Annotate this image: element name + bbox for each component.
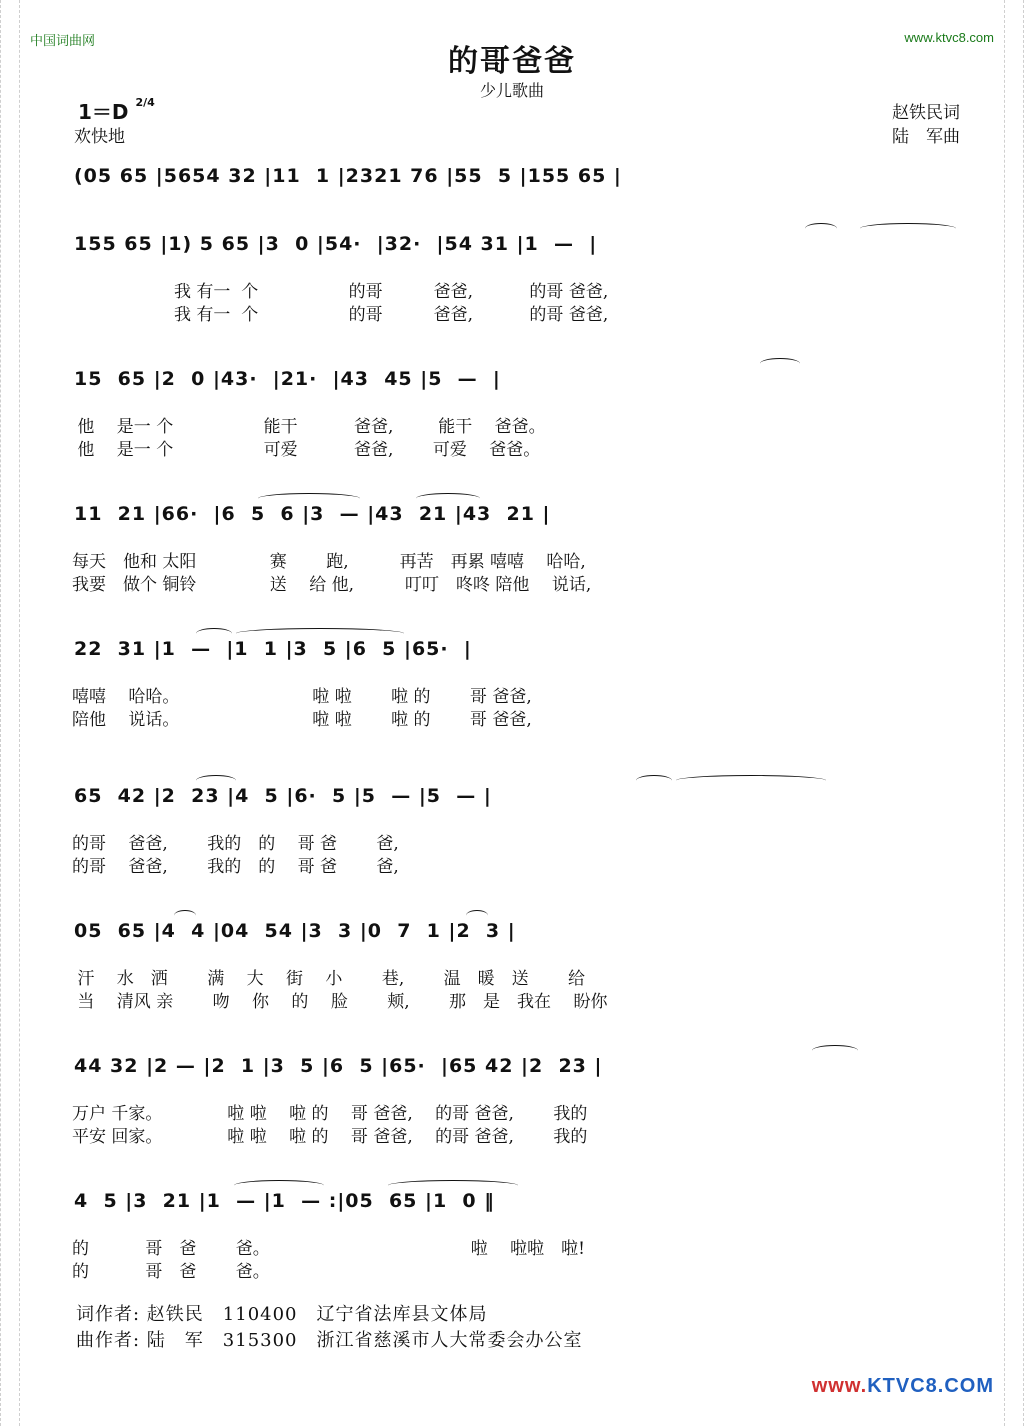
- lyric-line: 平安 回家。 啦 啦 啦 的 哥 爸爸, 的哥 爸爸, 我的: [72, 1127, 588, 1147]
- notation-line: 05 65 |4 4 |04 54 |3 3 |0 7 1 |2 3 |: [74, 920, 516, 942]
- right-margin-strip: [1004, 0, 1024, 1426]
- logo-domain: KTVC8.COM: [867, 1375, 994, 1397]
- lyric-line: 的哥 爸爸, 我的 的 哥 爸 爸,: [72, 834, 399, 854]
- lyric-line: 他 是一 个 能干 爸爸, 能干 爸爸。: [72, 417, 546, 437]
- slur-mark: [466, 910, 488, 921]
- slur-mark: [812, 1045, 858, 1056]
- slur-mark: [860, 223, 956, 234]
- slur-mark: [196, 628, 232, 639]
- meter-label: 2/4: [135, 96, 155, 109]
- lyric-line: 万户 千家。 啦 啦 啦 的 哥 爸爸, 的哥 爸爸, 我的: [72, 1104, 588, 1124]
- notation-line: 4 5 |3 21 |1 — |1 — :|05 65 |1 0 ‖: [74, 1190, 495, 1212]
- logo-prefix: www.: [811, 1375, 868, 1397]
- tempo-marking: 欢快地: [74, 127, 125, 147]
- notation-line: 155 65 |1) 5 65 |3 0 |54· |32· |54 31 |1 — |: [74, 233, 598, 255]
- key-signature: [78, 96, 155, 125]
- slur-mark: [676, 775, 826, 786]
- notation-line: (05 65 |5654 32 |11 1 |2321 76 |55 5 |155 65 |: [74, 165, 622, 187]
- notation-line: 15 65 |2 0 |43· |21· |43 45 |5 — |: [74, 368, 501, 390]
- notation-line: 22 31 |1 — |1 1 |3 5 |6 5 |65· |: [74, 638, 472, 660]
- slur-mark: [174, 910, 196, 921]
- lyric-line: 每天 他和 太阳 赛 跑, 再苦 再累 嘻嘻 哈哈,: [72, 552, 586, 572]
- lyricist-contact: 词作者: 赵铁民 110400 辽宁省法库县文体局: [76, 1304, 488, 1325]
- slur-mark: [236, 628, 404, 639]
- song-subtitle: 少儿歌曲: [479, 81, 544, 100]
- lyric-line: 他 是一 个 可爱 爸爸, 可爱 爸爸。: [72, 440, 541, 460]
- notation-line: 65 42 |2 23 |4 5 |6· 5 |5 — |5 — |: [74, 785, 492, 807]
- lyric-line: 我 有一 个 的哥 爸爸, 的哥 爸爸,: [72, 282, 609, 302]
- site-name-left[interactable]: 中国词曲网: [30, 33, 96, 48]
- slur-mark: [258, 493, 360, 504]
- notation-line: 11 21 |66· |6 5 6 |3 — |43 21 |43 21 |: [74, 503, 551, 525]
- slur-mark: [416, 493, 480, 504]
- site-url-right[interactable]: www.ktvc8.com: [904, 30, 994, 45]
- slur-mark: [636, 775, 672, 786]
- slur-mark: [760, 358, 800, 369]
- composer-contact: 曲作者: 陆 军 315300 浙江省慈溪市人大常委会办公室: [76, 1330, 583, 1351]
- site-logo: [812, 1375, 994, 1398]
- song-title: 的哥爸爸: [448, 44, 576, 79]
- left-margin-strip: [0, 0, 20, 1426]
- lyric-line: 汗 水 洒 满 大 街 小 巷, 温 暖 送 给: [72, 969, 586, 989]
- lyric-line: 当 清风 亲 吻 你 的 脸 颊, 那 是 我在 盼你: [72, 992, 608, 1012]
- composer-credit: 陆 军曲: [892, 127, 960, 147]
- lyric-line: 嘻嘻 哈哈。 啦 啦 啦 的 哥 爸爸,: [72, 687, 532, 707]
- lyric-line: 陪他 说话。 啦 啦 啦 的 哥 爸爸,: [72, 710, 532, 730]
- lyric-line: 的 哥 爸 爸。: [72, 1262, 270, 1282]
- slur-mark: [196, 775, 236, 786]
- lyric-line: 我要 做个 铜铃 送 给 他, 叮叮 咚咚 陪他 说话,: [72, 575, 592, 595]
- slur-mark: [388, 1180, 518, 1191]
- lyric-line: 的哥 爸爸, 我的 的 哥 爸 爸,: [72, 857, 399, 877]
- lyric-line: 的 哥 爸 爸。 啦 啦啦 啦!: [72, 1239, 585, 1259]
- key-label: 1＝D: [78, 100, 129, 124]
- slur-mark: [805, 223, 837, 234]
- lyric-line: 我 有一 个 的哥 爸爸, 的哥 爸爸,: [72, 305, 609, 325]
- slur-mark: [234, 1180, 324, 1191]
- lyricist-credit: 赵铁民词: [892, 103, 960, 123]
- notation-line: 44 32 |2 — |2 1 |3 5 |6 5 |65· |65 42 |2 23 |: [74, 1055, 603, 1077]
